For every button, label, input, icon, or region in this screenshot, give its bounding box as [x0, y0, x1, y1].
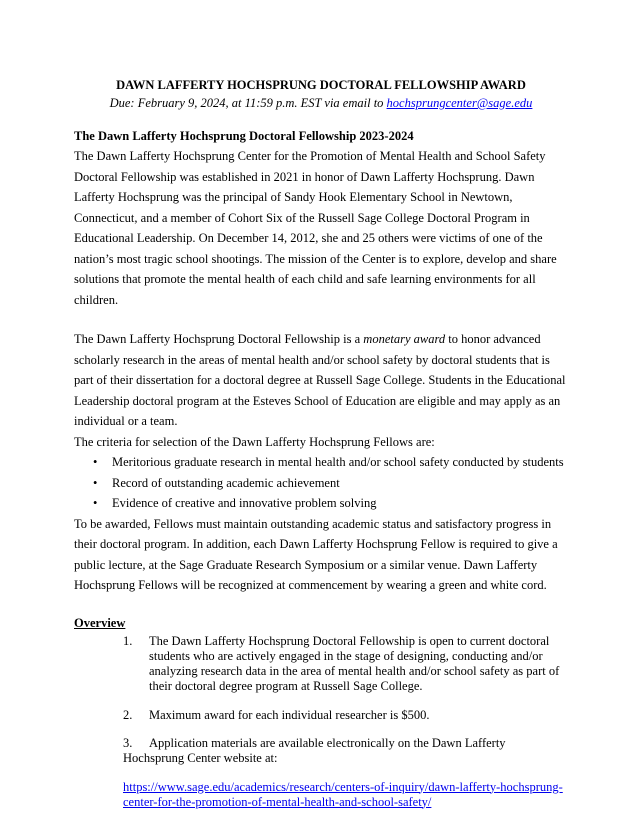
section-heading: The Dawn Lafferty Hochsprung Doctoral Fellowship 2023-2024 — [74, 129, 414, 143]
bullet-icon: • — [93, 496, 98, 510]
item-text: The Dawn Lafferty Hochsprung Doctoral Fellowship is open to current doctoral students who are actively engaged in the stage of designing, conducting and/or analyzing research data in the area of mental health and/or school safety as part of their doctoral degree program at Russell Sage College. — [149, 633, 560, 693]
requirements-paragraph: To be awarded, Fellows must maintain outstanding academic status and satisfactory progress in their doctoral program. In addition, each Dawn Lafferty Hochsprung Fellow is required to give a public lecture, at the Sage Graduate Research Symposium or a similar venue. Dawn Lafferty Hochsprung Fellows will be recognized at commencement by wearing a green and white cord. — [74, 516, 558, 592]
fellowship-text-end: to honor advanced scholarly research in the areas of mental health and/or school safety by doctoral students that is part of their dissertation for a doctoral degree at Russell Sage College. Students in the Educational Leadership doctoral program at the Esteves School of Education are eligible and may apply as an individual or a team. — [74, 332, 566, 428]
criteria-intro: The criteria for selection of the Dawn Lafferty Hochsprung Fellows are: — [74, 434, 435, 449]
due-text: Due: February 9, 2024, at 11:59 p.m. EST via email to — [109, 96, 387, 110]
center-website-link[interactable]: https://www.sage.edu/academics/research/centers-of-inquiry/dawn-lafferty-hochsprung-center-for-the-promotion-of-mental-health-and-school-safety/ — [123, 779, 563, 809]
email-link[interactable]: hochsprungcenter@sage.edu — [386, 96, 533, 110]
bullet-icon: • — [93, 475, 98, 490]
fellowship-paragraph — [74, 329, 568, 432]
monetary-award-emphasis: monetary award — [363, 332, 446, 346]
criteria-text: Record of outstanding academic achievement — [112, 475, 340, 490]
intro-paragraph: The Dawn Lafferty Hochsprung Center for the Promotion of Mental Health and School Safety Doctoral Fellowship was established in 2021 in honor of Dawn Lafferty Hochsprung. Dawn Lafferty Hochsprung was the principal of Sandy Hook Elementary School in Newtown, Connecticut, and a member of Cohort Six of the Russell Sage College Doctoral Program in Educational Leadership. On December 14, 2012, she and 25 others were victims of one of the nation’s most tragic school shootings. The mission of the Center is to explore, develop and share solutions that promote the mental health of each child and safe learning environments for all children. — [74, 149, 557, 307]
overview-title: Overview — [74, 615, 126, 630]
item-number: 2. — [123, 707, 133, 722]
bullet-icon: • — [93, 455, 98, 469]
overview-item — [74, 634, 568, 694]
item-text: Maximum award for each individual researcher is $500. — [149, 707, 430, 722]
website-link-block — [74, 780, 568, 810]
due-line — [74, 94, 568, 112]
criteria-list — [74, 452, 568, 514]
item-number: 3. — [123, 735, 133, 750]
item-number: 1. — [123, 633, 133, 648]
overview-item — [74, 736, 568, 766]
item-text: Application materials are available electronically on the Dawn Lafferty Hochsprung Center website at: — [123, 735, 506, 765]
criteria-text: Meritorious graduate research in mental health and/or school safety conducted by students — [112, 455, 564, 469]
document-title: DAWN LAFFERTY HOCHSPRUNG DOCTORAL FELLOWSHIP AWARD — [116, 78, 526, 92]
list-item — [74, 473, 568, 494]
list-item — [74, 493, 568, 514]
fellowship-text-start: The Dawn Lafferty Hochsprung Doctoral Fellowship is a — [74, 332, 364, 346]
overview-item — [74, 708, 568, 723]
list-item — [74, 452, 568, 473]
criteria-text: Evidence of creative and innovative problem solving — [112, 496, 377, 510]
